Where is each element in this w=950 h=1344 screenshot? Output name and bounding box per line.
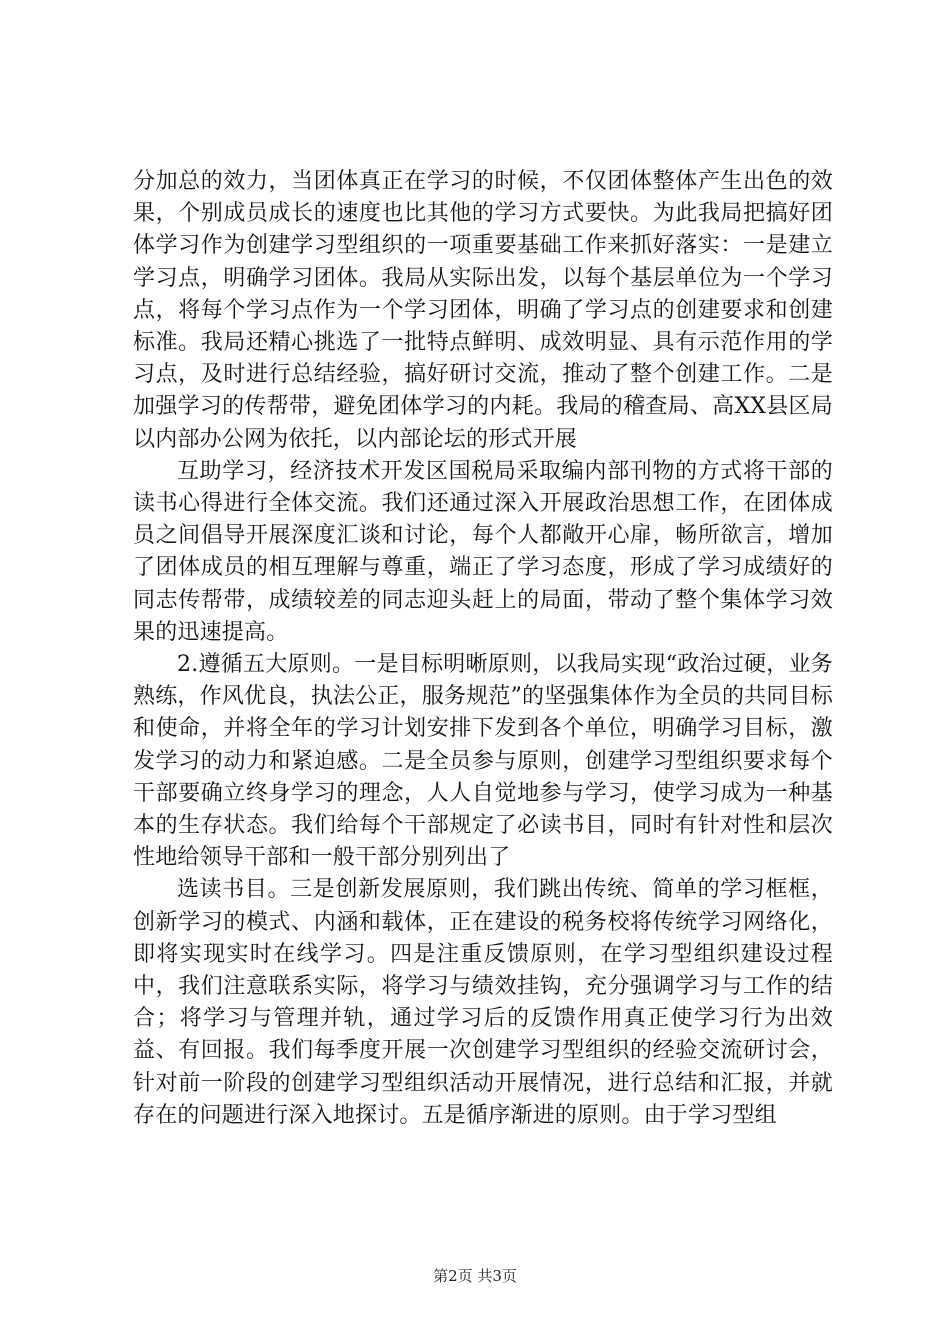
document-body [133,166,833,1132]
paragraph-1: 分加总的效力，当团体真正在学习的时候，不仅团体整体产生出色的效果，个别成员成长的速度也比其他的学习方式要快。为此我局把搞好团体学习作为创建学习型组织的一项重要基础工作来抓好落实：一是建立学习点，明确学习团体。我局从实际出发，以每个基层单位为一个学习点，将每个学习点作为一个学习团体，明确了学习点的创建要求和创建标准。我局还精心挑选了一批特点鲜明、成效明显、具有示范作用的学习点，及时进行总结经验，搞好研讨交流，推动了整个创建工作。二是加强学习的传帮带，避免团体学习的内耗。我局的稽查局、高XX县区局以内部办公网为依托，以内部论坛的形式开展 [133,169,833,452]
page-number-footer: 第2页 共3页 [433,1267,517,1285]
paragraph-2: 互助学习，经济技术开发区国税局采取编内部刊物的方式将干部的读书心得进行全体交流。我们还通过深入开展政治思想工作，在团体成员之间倡导开展深度汇谈和讨论，每个人都敞开心扉，畅所欲言，增加了团体成员的相互理解与尊重，端正了学习态度，形成了学习成绩好的同志传帮带，成绩较差的同志迎头赶上的局面，带动了整个集体学习效果的迅速提高。 [133,458,833,645]
paragraph-4: 选读书目。三是创新发展原则，我们跳出传统、简单的学习框框，创新学习的模式、内涵和载体，正在建设的税务校将传统学习网络化，即将实现实时在线学习。四是注重反馈原则，在学习型组织建设过程中，我们注意联系实际，将学习与绩效挂钩，充分强调学习与工作的结合；将学习与管理并轨，通过学习后的反馈作用真正使学习行为出效益、有回报。我们每季度开展一次创建学习型组织的经验交流研讨会，针对前一阶段的创建学习型组织活动开展情况，进行总结和汇报，并就存在的问题进行深入地探讨。五是循序渐进的原则。由于学习型组 [133,877,833,1128]
paragraph-3: 2.遵循五大原则。一是目标明晰原则，以我局实现“政治过硬，业务熟练，作风优良，执法公正，服务规范”的坚强集体作为全员的共同目标和使命，并将全年的学习计划安排下发到各个单位，明确学习目标，激发学习的动力和紧迫感。二是全员参与原则，创建学习型组织要求每个干部要确立终身学习的理念，人人自觉地参与学习，使学习成为一种基本的生存状态。我们给每个干部规定了必读书目，同时有针对性和层次性地给领导干部和一般干部分别列出了 [133,652,833,871]
